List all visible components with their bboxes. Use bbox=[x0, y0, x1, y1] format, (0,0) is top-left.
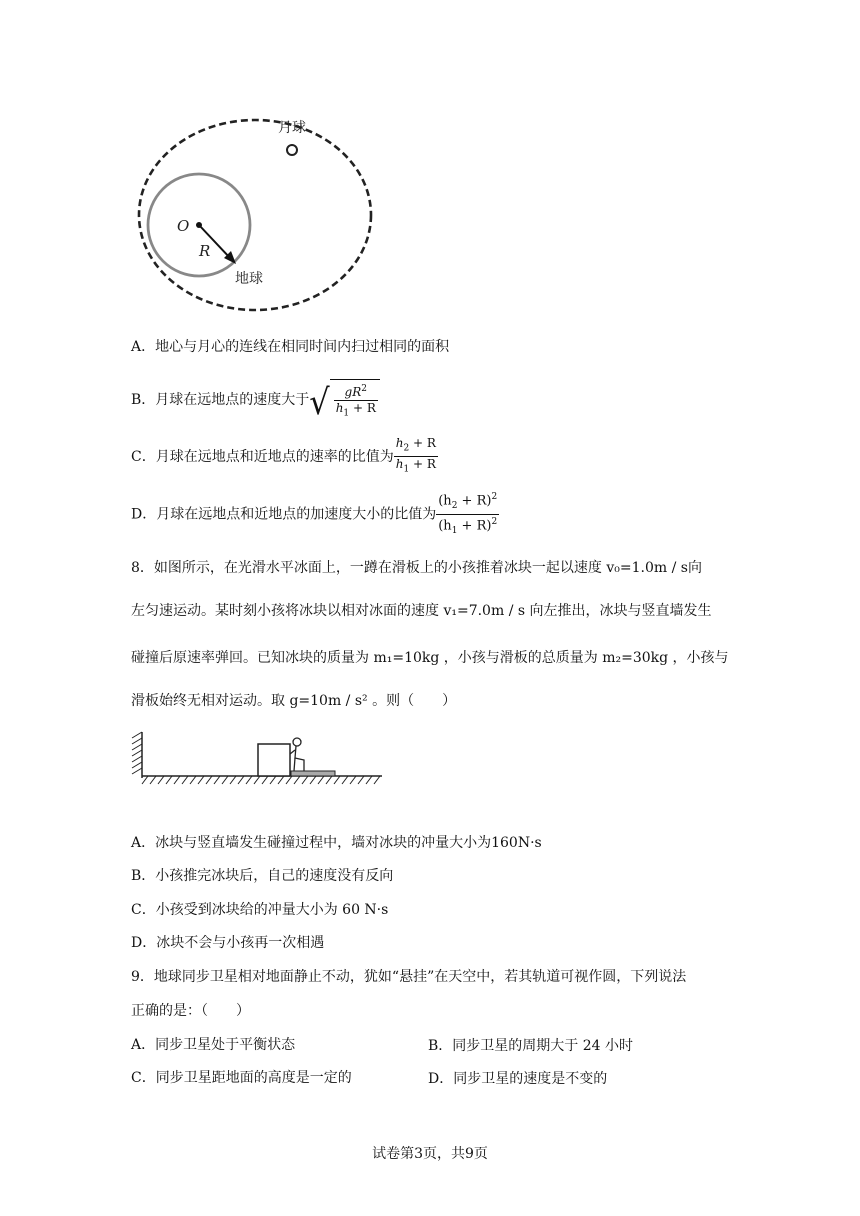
d-den-sup: 2 bbox=[491, 516, 498, 527]
q7-option-b-text: B．月球在远地点的速度大于 bbox=[131, 392, 310, 409]
q7-option-d-text: D．月球在远地点和近地点的加速度大小的比值为 bbox=[131, 506, 437, 523]
orbit-figure bbox=[130, 108, 380, 318]
q8-stem-line-2: 左匀速运动。某时刻小孩将冰块以相对冰面的速度 v₁=7.0m / s 向左推出，冰块与竖直墙发生 bbox=[131, 603, 712, 619]
d-num-sub: 2 bbox=[451, 500, 458, 511]
page-footer: 试卷第3页，共9页 bbox=[372, 1146, 488, 1162]
c-den: h bbox=[395, 457, 404, 472]
q9-stem-line-2: 正确的是：（ ） bbox=[131, 1003, 250, 1019]
q7-option-b-sqrt: √ $\frac{gR^2}{h_1 + R}$ bbox=[309, 379, 380, 421]
c-den-sub: 1 bbox=[403, 464, 410, 475]
moon-label: 月球 bbox=[278, 120, 306, 136]
q8-option-b: B．小孩推完冰块后，自己的速度没有反向 bbox=[131, 868, 394, 884]
q8-option-a: A．冰块与竖直墙发生碰撞过程中，墙对冰块的冲量大小为160N·s bbox=[131, 835, 542, 851]
b-num-sup: 2 bbox=[361, 384, 367, 394]
b-den-sub: 1 bbox=[343, 408, 350, 419]
q7-option-a: A．地心与月心的连线在相同时间内扫过相同的面积 bbox=[131, 339, 450, 355]
q9-option-a: A．同步卫星处于平衡状态 bbox=[131, 1037, 296, 1053]
q7-option-c-fraction bbox=[394, 436, 438, 478]
d-den-sub: 1 bbox=[451, 525, 458, 536]
q7-option-c bbox=[131, 436, 438, 478]
q7-option-c-text: C．月球在远地点和近地点的速率的比值为 bbox=[131, 448, 394, 465]
q9-option-c: C．同步卫星距地面的高度是一定的 bbox=[131, 1070, 352, 1086]
moon-circle bbox=[287, 145, 297, 155]
d-den-rest: + R) bbox=[457, 518, 492, 534]
earth-label: 地球 bbox=[235, 271, 263, 287]
q8-stem-line-3: 碰撞后原速率弹回。已知冰块的质量为 m₁=10kg ，小孩与滑板的总质量为 m₂=30kg ，小孩与 bbox=[131, 650, 729, 666]
d-num: (h bbox=[438, 493, 452, 509]
d-num-sup: 2 bbox=[491, 492, 498, 502]
ground-hatching bbox=[142, 776, 380, 784]
c-den-rest: + R bbox=[409, 457, 436, 472]
q8-option-d: D．冰块不会与小孩再一次相遇 bbox=[131, 935, 325, 951]
center-label-O: O bbox=[177, 217, 190, 235]
c-num-sub: 2 bbox=[403, 443, 410, 454]
child-figure bbox=[290, 738, 304, 771]
c-num-rest: + R bbox=[409, 436, 436, 450]
radius-label-R: R bbox=[199, 242, 211, 260]
q9-option-d: D．同步卫星的速度是不变的 bbox=[428, 1071, 608, 1087]
b-den: h bbox=[335, 401, 344, 415]
q7-option-d bbox=[131, 490, 499, 539]
b-den-rest: + R bbox=[349, 401, 376, 415]
ice-block-figure bbox=[128, 728, 388, 788]
q9-option-b: B．同步卫星的周期大于 24 小时 bbox=[428, 1038, 634, 1054]
q7-option-d-fraction bbox=[436, 490, 499, 539]
ice-block bbox=[258, 744, 290, 776]
q7-option-b bbox=[131, 379, 380, 421]
b-num: gR bbox=[344, 385, 362, 399]
q8-stem-line-1: 8．如图所示，在光滑水平冰面上，一蹲在滑板上的小孩推着冰块一起以速度 v₀=1.0m / s向 bbox=[131, 560, 702, 576]
c-num: h bbox=[395, 436, 404, 450]
d-den: (h bbox=[438, 518, 452, 534]
skateboard bbox=[291, 771, 335, 776]
wall-hatching bbox=[132, 732, 142, 774]
q8-stem-line-4: 滑板始终无相对运动。取 g=10m / s² 。则（ ） bbox=[131, 693, 457, 709]
q8-option-c: C．小孩受到冰块给的冲量大小为 60 N·s bbox=[131, 902, 389, 918]
q9-stem-line-1: 9．地球同步卫星相对地面静止不动，犹如“悬挂”在天空中，若其轨道可视作圆，下列说法 bbox=[131, 969, 687, 985]
d-num-rest: + R) bbox=[457, 493, 492, 509]
